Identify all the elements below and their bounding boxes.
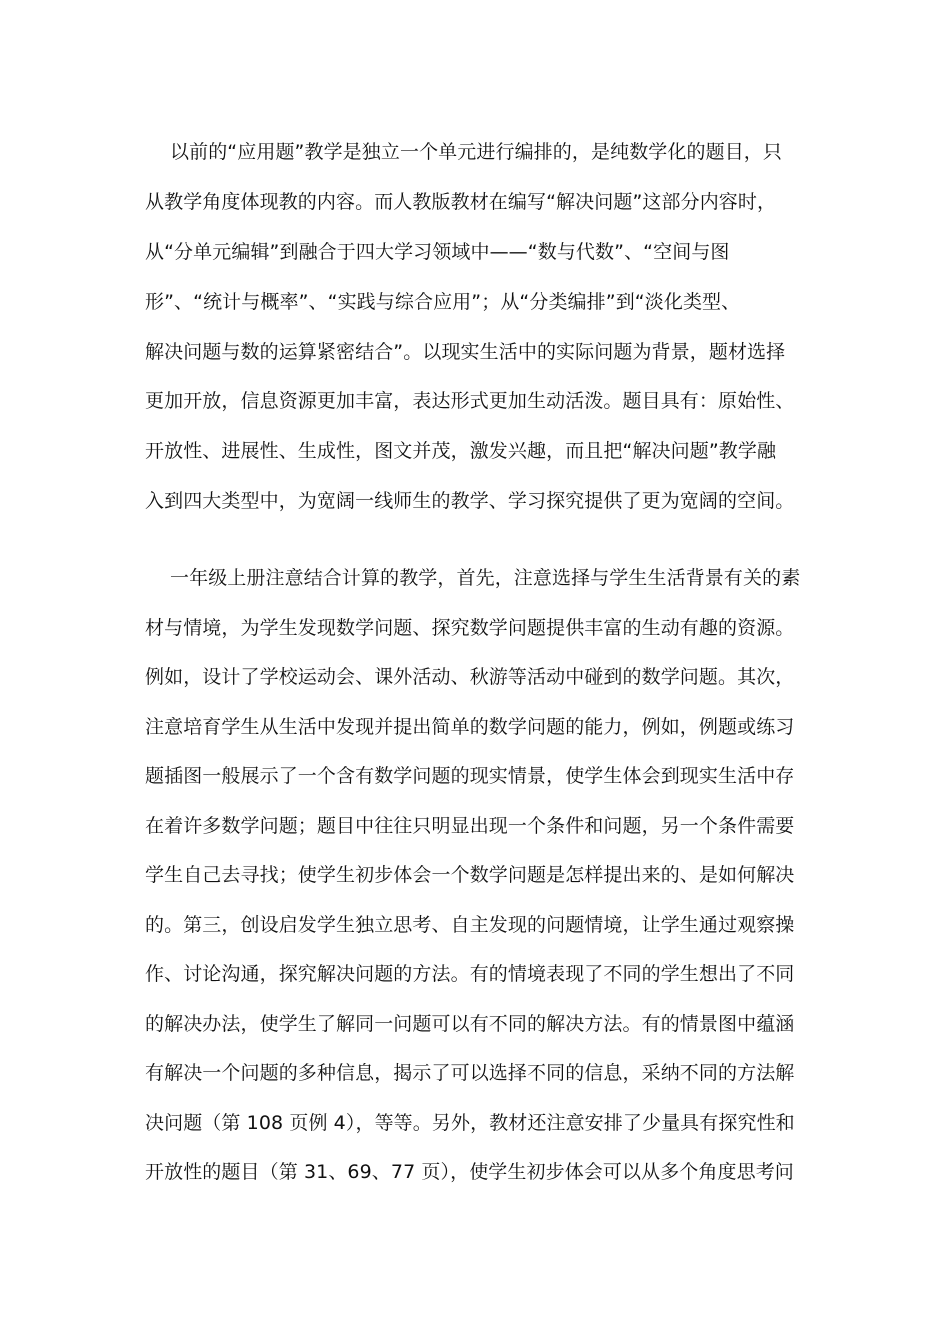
paragraph-2-line: 有解决一个问题的多种信息，揭示了可以选择不同的信息，采纳不同的方法解 (145, 1062, 795, 1084)
paragraph-1-line: 开放性、进展性、生成性，图文并茂，激发兴趣，而且把“解决问题”教学融 (145, 440, 777, 462)
paragraph-1-line: 解决问题与数的运算紧密结合”。以现实生活中的实际问题为背景，题材选择 (145, 341, 786, 363)
paragraph-2-line: 开放性的题目（第 31、69、77 页），使学生初步体会可以从多个角度思考问 (145, 1161, 794, 1183)
paragraph-1-line: 更加开放，信息资源更加丰富，表达形式更加生动活泼。题目具有：原始性、 (145, 390, 795, 412)
paragraph-2-line: 学生自己去寻找；使学生初步体会一个数学问题是怎样提出来的、是如何解决 (145, 864, 795, 886)
paragraph-2-line: 题插图一般展示了一个含有数学问题的现实情景，使学生体会到现实生活中存 (145, 765, 795, 787)
paragraph-2-line: 一年级上册注意结合计算的教学，首先，注意选择与学生生活背景有关的素 (170, 567, 801, 589)
paragraph-1-line: 入到四大类型中，为宽阔一线师生的教学、学习探究提供了更为宽阔的空间。 (145, 490, 795, 512)
paragraph-2-line: 的解决办法，使学生了解同一问题可以有不同的解决方法。有的情景图中蕴涵 (145, 1013, 795, 1035)
paragraph-2-line: 决问题（第 108 页例 4），等等。另外，教材还注意安排了少量具有探究性和 (145, 1112, 795, 1134)
paragraph-2-line: 例如，设计了学校运动会、课外活动、秋游等活动中碰到的数学问题。其次， (145, 666, 795, 688)
paragraph-2-line: 材与情境，为学生发现数学问题、探究数学问题提供丰富的生动有趣的资源。 (145, 617, 795, 639)
paragraph-2-line: 的。第三，创设启发学生独立思考、自主发现的问题情境，让学生通过观察操 (145, 914, 795, 936)
paragraph-1-line: 从教学角度体现教的内容。而人教版教材在编写“解决问题”这部分内容时， (145, 191, 777, 213)
paragraph-2-line: 注意培育学生从生活中发现并提出简单的数学问题的能力，例如，例题或练习 (145, 716, 795, 738)
paragraph-2-line: 在着许多数学问题；题目中往往只明显出现一个条件和问题，另一个条件需要 (145, 815, 795, 837)
paragraph-2-line: 作、讨论沟通，探究解决问题的方法。有的情境表现了不同的学生想出了不同 (145, 963, 795, 985)
paragraph-1-line: 从“分单元编辑”到融合于四大学习领域中——“数与代数”、“空间与图 (145, 241, 730, 263)
paragraph-1-line: 以前的“应用题”教学是独立一个单元进行编排的，是纯数学化的题目，只 (170, 141, 782, 163)
paragraph-1-line: 形”、“统计与概率”、“实践与综合应用”；从“分类编排”到“淡化类型、 (145, 291, 741, 313)
